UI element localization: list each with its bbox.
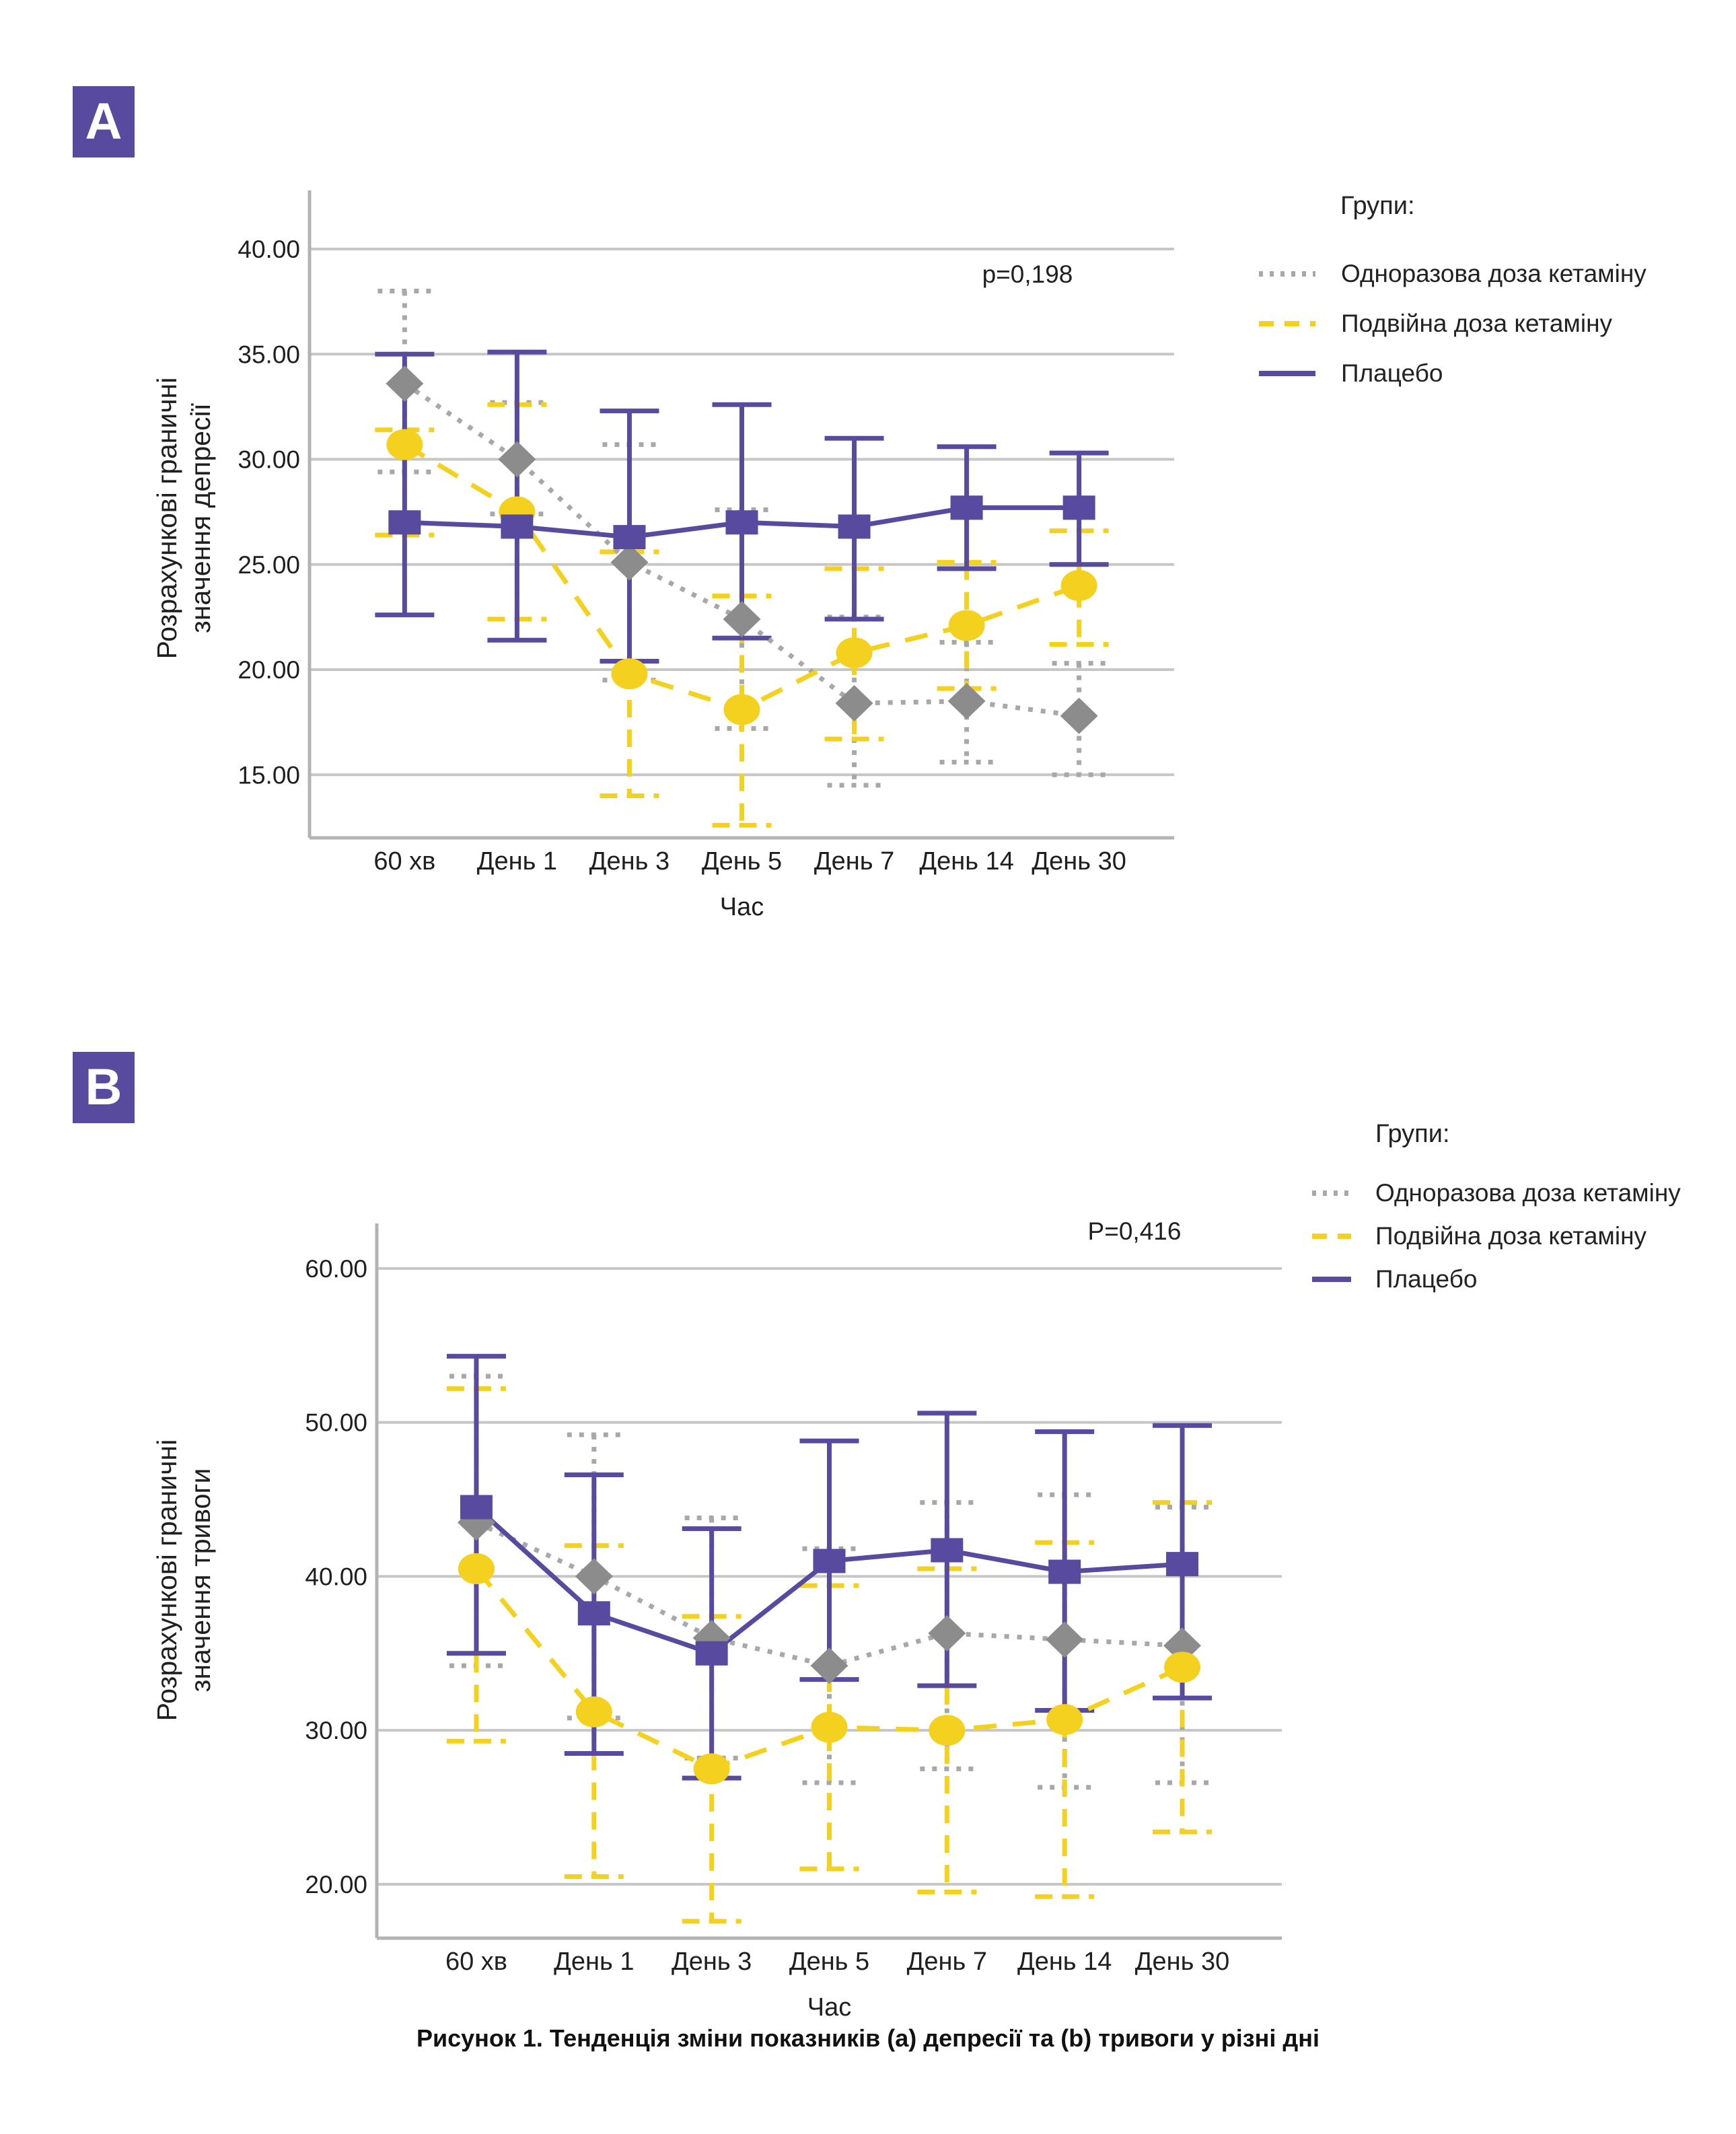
panel-a-p-value-annotation: p=0,198: [982, 260, 1073, 288]
panel-a-marker-square: [613, 525, 645, 549]
panel-b-y-axis-title: Розрахункові граничні: [151, 1439, 182, 1721]
panel-a-x-tick-label: 60 хв: [373, 847, 436, 876]
panel-a-y-tick-label: 20.00: [238, 656, 300, 684]
panel-a-legend-item: [1259, 249, 1647, 299]
panel-b-y-tick-label: 40.00: [305, 1563, 367, 1591]
panel-b-legend-item: [1312, 1215, 1681, 1258]
panel-a-legend: [1259, 192, 1647, 398]
panel-a-y-tick-label: 15.00: [238, 761, 300, 789]
panel-b-marker-circle: [1164, 1651, 1200, 1682]
panel-a-x-tick-label: День 30: [1032, 847, 1126, 876]
panel-b-marker-square: [931, 1538, 963, 1563]
panel-a-x-tick-label: День 3: [589, 847, 670, 876]
panel-a-legend-swatch-gray-line-icon: [1259, 269, 1315, 279]
panel-b-p-value-annotation: P=0,416: [1087, 1217, 1182, 1245]
panel-a-x-tick-label: День 14: [919, 847, 1014, 876]
panel-a-x-tick-label: День 7: [813, 847, 895, 876]
panel-a-y-axis-title: значення депресії: [185, 403, 216, 633]
panel-a-marker-diamond: [723, 601, 761, 637]
panel-a-marker-square: [838, 515, 871, 539]
panel-a-legend-swatch-yellow-line-icon: [1259, 319, 1315, 328]
panel-b-x-tick-label: День 1: [554, 1948, 635, 1976]
panel-b-marker-circle: [811, 1712, 848, 1743]
panel-a-marker-square: [726, 510, 758, 534]
panel-a-y-tick-label: 25.00: [238, 550, 300, 579]
figure-caption: Рисунок 1. Тенденція зміни показників (а) депресії та (b) тривоги у різні дні: [416, 2024, 1320, 2052]
panel-b-marker-circle: [694, 1753, 730, 1784]
panel-a-badge: A: [73, 86, 135, 157]
panel-b-marker-circle: [576, 1697, 612, 1728]
panel-b-x-tick-label: День 30: [1134, 1948, 1230, 1976]
panel-b-y-tick-label: 50.00: [305, 1409, 367, 1437]
panel-b-marker-diamond: [575, 1558, 613, 1594]
panel-b-x-tick-label: 60 хв: [445, 1948, 507, 1976]
panel-a-marker-circle: [386, 429, 423, 460]
panel-b-marker-circle: [458, 1553, 495, 1584]
panel-a-y-tick-label: 35.00: [238, 341, 300, 369]
panel-b-legend-swatch-purple-line-icon: [1312, 1275, 1351, 1284]
panel-b-y-tick-label: 20.00: [305, 1870, 367, 1898]
panel-b-y-tick-label: 30.00: [305, 1717, 367, 1745]
panel-b-x-axis-title: Час: [807, 1993, 852, 2022]
panel-a-marker-square: [1063, 495, 1095, 520]
panel-a-marker-square: [501, 515, 533, 539]
panel-b-legend: [1312, 1120, 1681, 1301]
panel-b-marker-square: [813, 1549, 846, 1573]
panel-b-legend-item-label: Плацебо: [1375, 1265, 1478, 1293]
panel-a-marker-diamond: [386, 365, 423, 402]
panel-a-marker-circle: [836, 637, 873, 668]
panel-b-badge: B: [73, 1052, 135, 1123]
panel-a-legend-item-label: Одноразова доза кетаміну: [1341, 260, 1647, 287]
panel-a-marker-diamond: [1060, 698, 1098, 734]
panel-a-x-tick-label: День 1: [476, 847, 558, 876]
panel-b-legend-swatch-yellow-line-icon: [1312, 1232, 1351, 1241]
panel-b-marker-square: [1166, 1552, 1198, 1576]
panel-b-legend-title: Групи:: [1375, 1120, 1450, 1148]
panel-b-legend-item-label: Одноразова доза кетаміну: [1375, 1179, 1681, 1207]
panel-b-marker-circle: [1046, 1704, 1083, 1735]
panel-b-marker-square: [1048, 1560, 1081, 1584]
panel-a-marker-diamond: [836, 685, 873, 721]
panel-a-marker-circle: [1061, 570, 1097, 601]
panel-b-y-tick-label: 60.00: [305, 1254, 367, 1283]
panel-b-marker-square: [460, 1495, 493, 1519]
panel-a-x-axis-title: Час: [719, 893, 764, 921]
panel-b-marker-square: [696, 1641, 728, 1666]
panel-a-y-tick-label: 30.00: [238, 446, 300, 474]
panel-a-legend-swatch-purple-line-icon: [1259, 369, 1315, 378]
panel-a-marker-square: [388, 510, 421, 534]
panel-a-marker-circle: [949, 610, 985, 641]
panel-b-legend-item: [1312, 1172, 1681, 1215]
panel-b-legend-item: [1312, 1258, 1681, 1301]
panel-b-x-tick-label: День 14: [1017, 1948, 1112, 1976]
panel-b-legend-item-label: Подвійна доза кетаміну: [1375, 1222, 1647, 1250]
panel-b-x-tick-label: День 3: [671, 1948, 752, 1976]
panel-b-marker-square: [578, 1601, 610, 1625]
panel-a-legend-item-label: Плацебо: [1341, 359, 1443, 387]
panel-b-legend-swatch-gray-line-icon: [1312, 1188, 1351, 1198]
panel-a-marker-circle: [724, 694, 760, 725]
panel-a-marker-circle: [611, 658, 647, 689]
panel-b-marker-diamond: [1046, 1621, 1083, 1658]
panel-b-y-axis-title: значення тривоги: [185, 1468, 216, 1693]
panel-b-marker-diamond: [928, 1615, 966, 1651]
panel-b-x-tick-label: День 5: [789, 1948, 870, 1976]
panel-a-legend-title: Групи:: [1340, 192, 1415, 220]
panel-b-marker-circle: [929, 1715, 965, 1746]
panel-a-y-axis-title: Розрахункові граничні: [151, 377, 182, 660]
panel-a-x-tick-label: День 5: [701, 847, 783, 876]
panel-b-x-tick-label: День 7: [906, 1948, 988, 1976]
panel-a-y-tick-label: 40.00: [238, 236, 300, 263]
panel-a-legend-item: [1259, 299, 1647, 349]
panel-a-legend-item-label: Подвійна доза кетаміну: [1341, 310, 1613, 337]
panel-a-marker-square: [951, 495, 983, 520]
panel-a-legend-item: [1259, 349, 1647, 398]
